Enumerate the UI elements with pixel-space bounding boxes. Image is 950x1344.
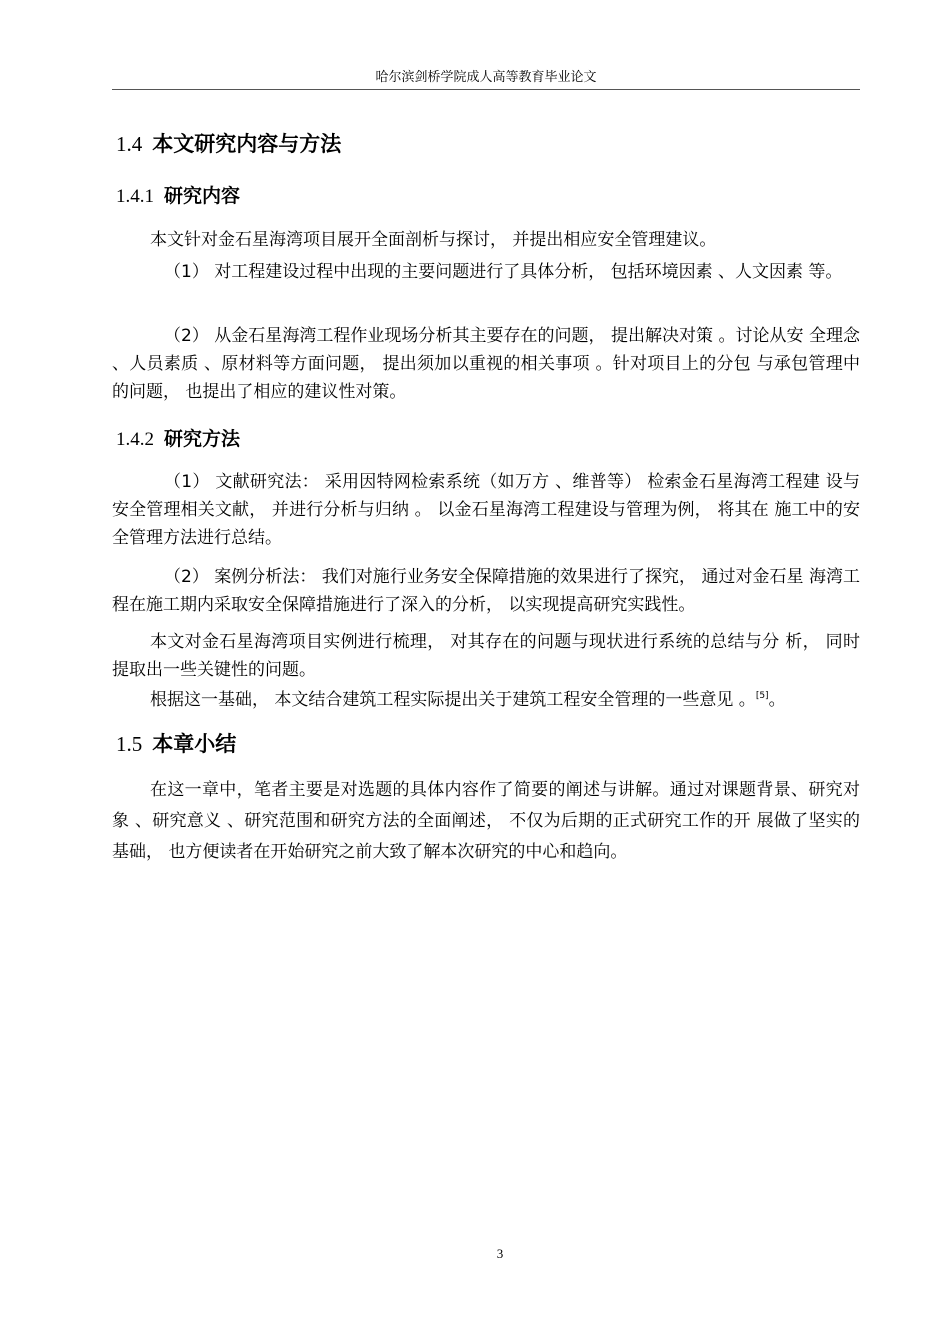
section-number: 1.5 [116,732,143,756]
paragraph-content-item-2: （2） 从金石星海湾工程作业现场分析其主要存在的问题， 提出解决对策 。讨论从安 全理念 、人员素质 、原材料等方面问题， 提出须加以重视的相关事项 。针对项目上的分包 与承包管理中的问题， 也提出了相应的建议性对策。 [112,326,860,402]
paragraph-content-intro: 本文针对金石星海湾项目展开全面剖析与探讨， 并提出相应安全管理建议。 [150,230,717,250]
section-number: 1.4.2 [116,429,154,450]
paragraph-text: 根据这一基础， 本文结合建筑工程实际提出关于建筑工程安全管理的一些意见 。 [150,690,756,710]
paragraph-end-punct: 。 [768,690,786,710]
paragraph-method-case: （2） 案例分析法： 我们对施行业务安全保障措施的效果进行了探究， 通过对金石星 海湾工程在施工期内采取安全保障措施进行了深入的分析， 以实现提高研究实践性。 [112,567,860,615]
section-number: 1.4.1 [116,186,154,207]
section-title: 研究内容 [164,185,241,207]
running-header: 哈尔滨剑桥学院成人高等教育毕业论文 [375,70,597,85]
paragraph-chapter-summary: 在这一章中，笔者主要是对选题的具体内容作了简要的阐述与讲解。通过对课题背景、研究对象 、研究意义 、研究范围和研究方法的全面阐述， 不仅为后期的正式研究工作的开 展做了坚实的基础， 也方便读者在开始研究之前大致了解本次研究的中心和趋向。 [112,780,860,862]
paragraph-method-summary: 本文对金石星海湾项目实例进行梳理， 对其存在的问题与现状进行系统的总结与分 析， 同时提取出一些关键性的问题。 [112,632,860,680]
paragraph-method-conclusion [112,686,860,714]
citation-reference: [5] [755,691,769,701]
section-title: 本章小结 [152,732,237,756]
header-divider [112,89,860,90]
page-number: 3 [496,1246,504,1261]
section-heading-1-4-1 [116,181,240,208]
section-title: 本文研究内容与方法 [152,132,342,156]
section-title: 研究方法 [164,428,241,450]
section-heading-1-4-2 [116,424,240,451]
paragraph-method-literature: （1） 文献研究法： 采用因特网检索系统（如万方 、维普等） 检索金石星海湾工程建 设与安全管理相关文献， 并进行分析与归纳 。 以金石星海湾工程建设与管理为例， 将其在 施工中的安全管理方法进行总结。 [112,472,860,548]
section-number: 1.4 [116,132,143,156]
paragraph-content-item-1: （1） 对工程建设过程中出现的主要问题进行了具体分析， 包括环境因素 、人文因素 等。 [164,262,843,282]
section-heading-1-4 [116,128,341,158]
section-heading-1-5 [116,728,236,758]
